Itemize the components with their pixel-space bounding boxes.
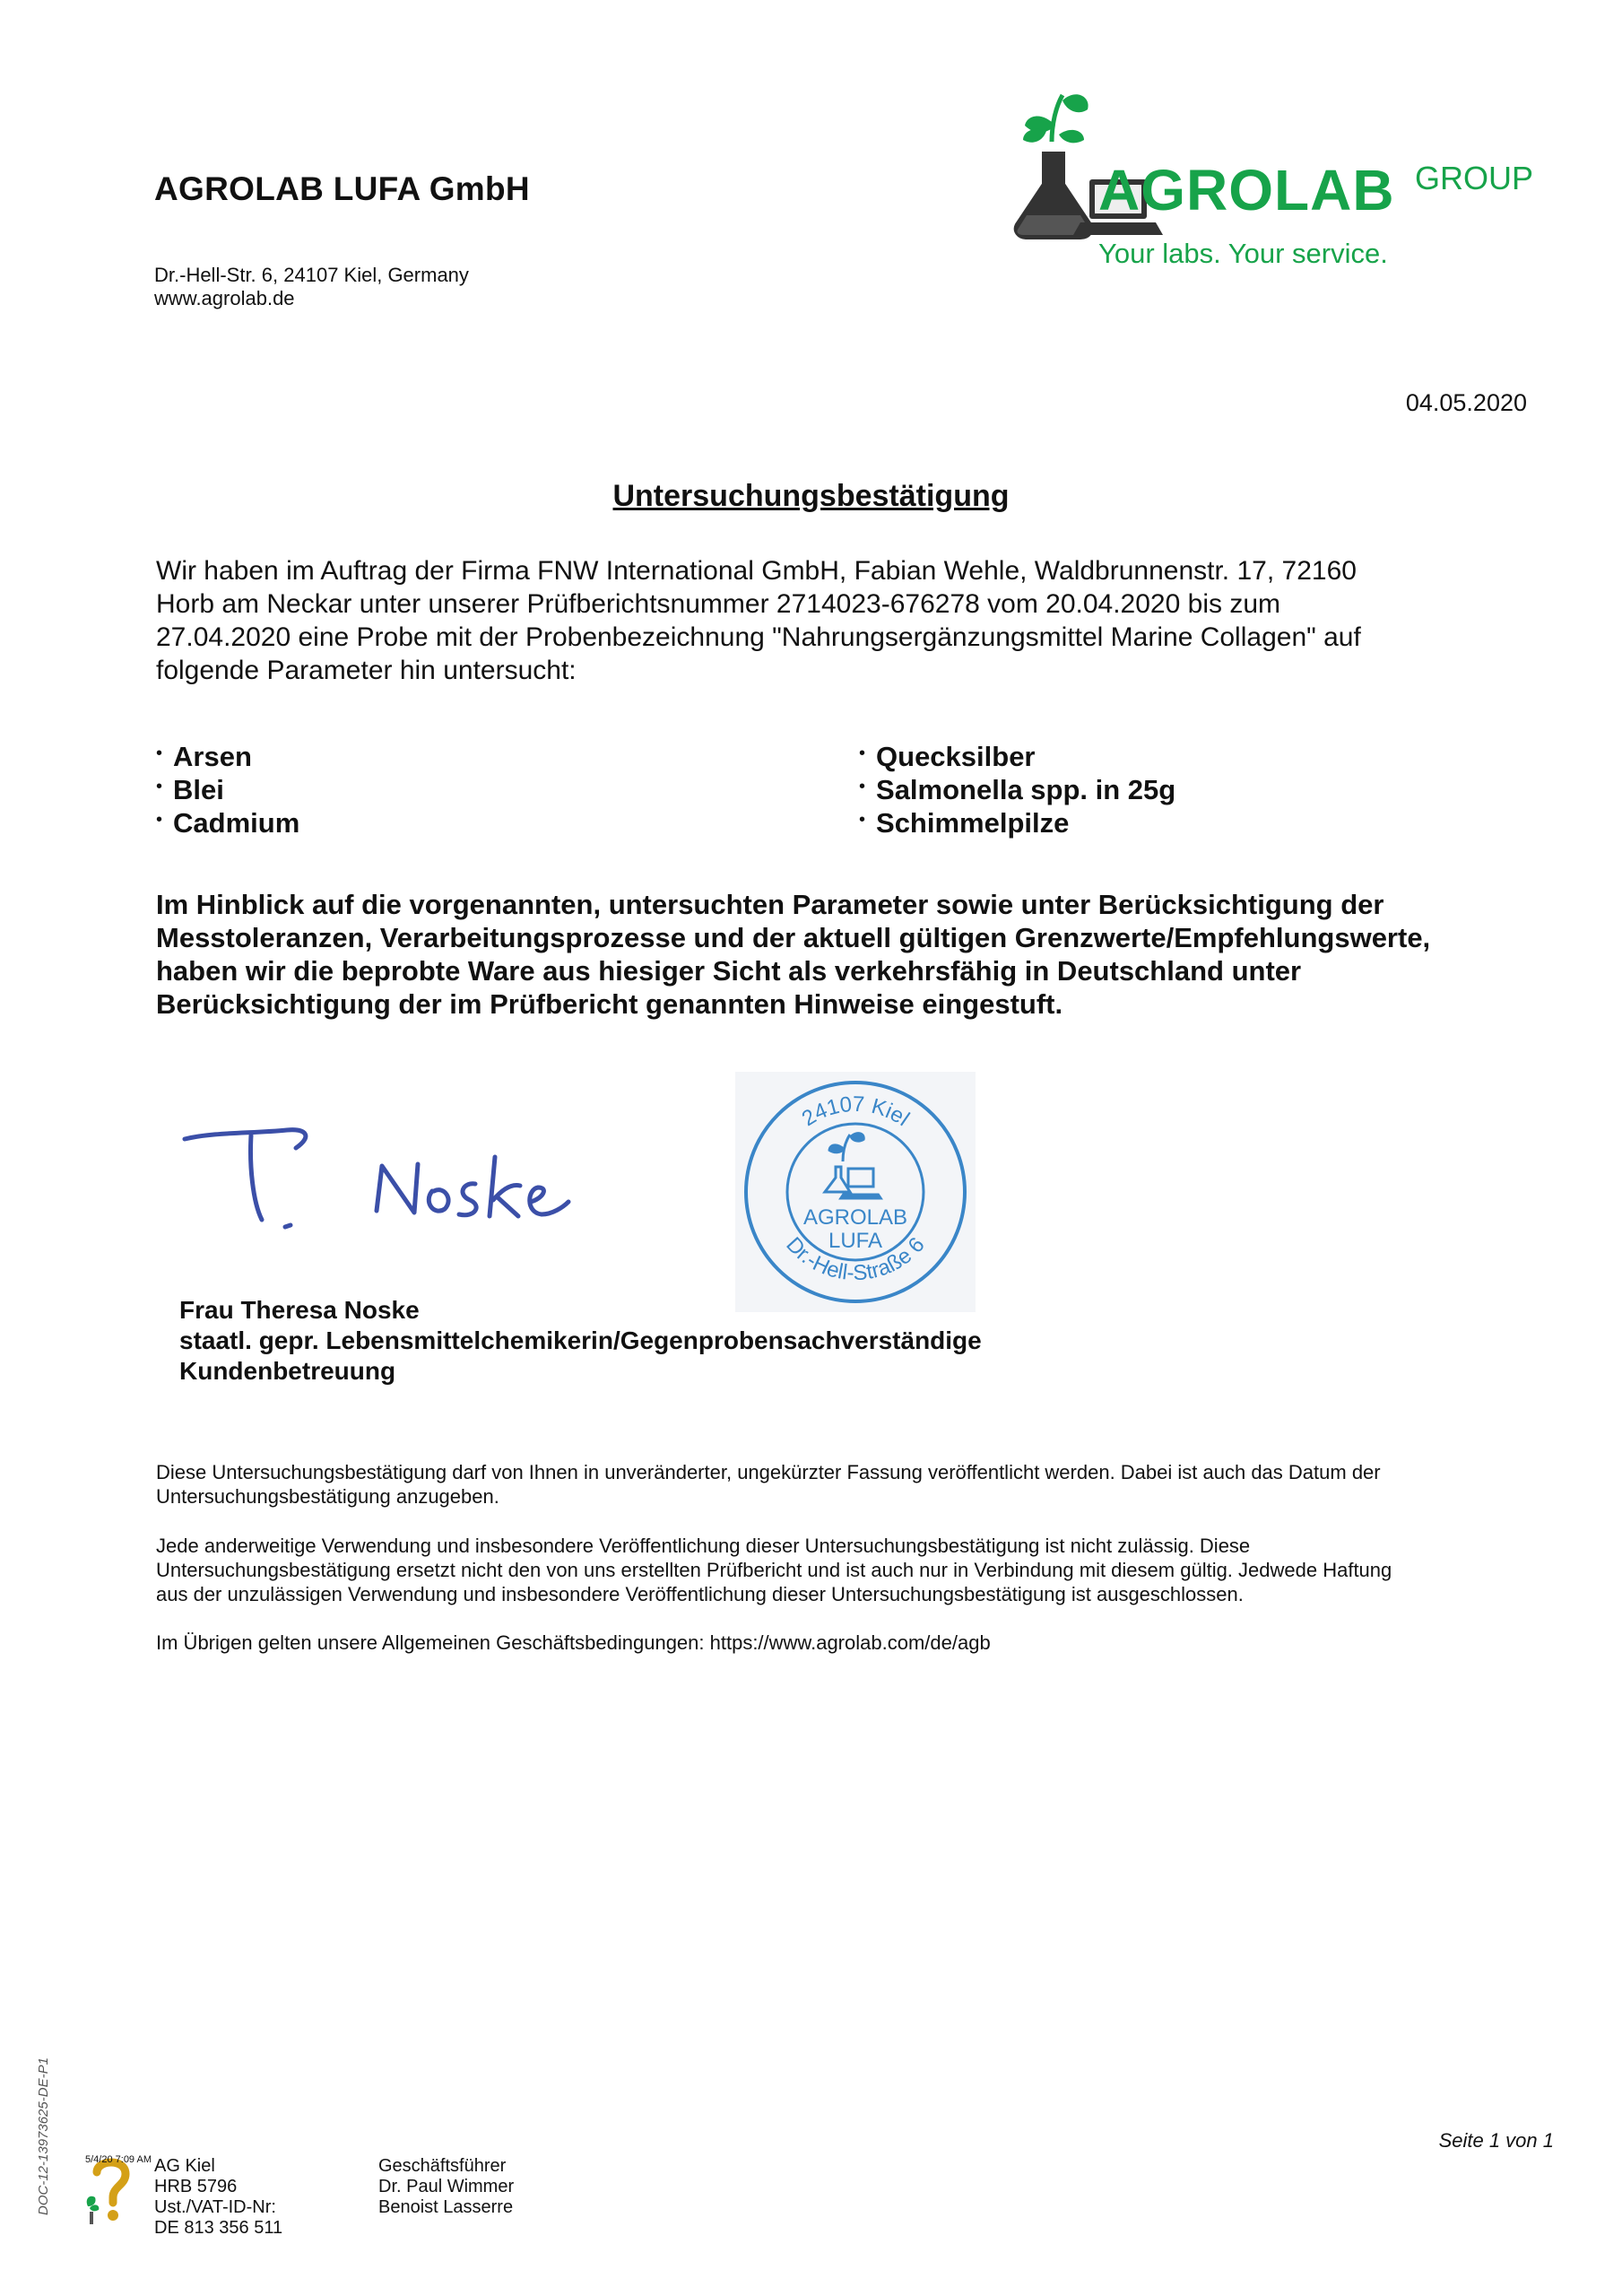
intro-line: Horb am Neckar unter unserer Prüfberichtsnummer 2714023-676278 vom 20.04.2020 bis zum	[156, 589, 1280, 619]
legal-line: Untersuchungsbestätigung anzugeben.	[156, 1485, 499, 1508]
legal-line: Untersuchungsbestätigung ersetzt nicht den von uns erstellten Prüfbericht und ist auch nur in Verbindung mit diesem gültig. Jedwede Haftung	[156, 1559, 1392, 1581]
stamp-seal	[735, 1072, 976, 1312]
parameter-name: Quecksilber	[876, 741, 1036, 772]
intro-paragraph	[156, 554, 1555, 687]
page-number: Seite 1 von 1	[1438, 2129, 1554, 2152]
footer-line: Dr. Paul Wimmer	[378, 2177, 515, 2196]
signer-block	[179, 1295, 982, 1387]
list-item	[156, 774, 224, 806]
conclusion-line: Berücksichtigung der im Prüfbericht genannten Hinweise eingestuft.	[156, 988, 1063, 1020]
print-timestamp: 5/4/20 7:09 AM	[85, 2154, 152, 2165]
bullet-icon: •	[859, 777, 866, 796]
conclusion-line: Messtoleranzen, Verarbeitungsprozesse und der aktuell gültigen Grenzwerte/Empfehlungswerte,	[156, 922, 1431, 953]
terms-line: Im Übrigen gelten unsere Allgemeinen Geschäftsbedingungen: https://www.agrolab.com/de/agb	[156, 1631, 991, 1654]
bullet-icon: •	[156, 810, 163, 830]
handwritten-signature	[179, 1112, 592, 1265]
legal-paragraph-1	[156, 1460, 1537, 1509]
company-address	[154, 264, 469, 310]
stamp-center-line2: LUFA	[828, 1229, 883, 1253]
list-item	[859, 807, 1069, 839]
logo-tagline: Your labs. Your service.	[1098, 238, 1388, 269]
intro-line: folgende Parameter hin untersucht:	[156, 656, 577, 685]
parameter-name: Blei	[173, 774, 224, 805]
footer-line: Geschäftsführer	[378, 2156, 507, 2176]
conclusion-line: Im Hinblick auf die vorgenannten, untersuchten Parameter sowie unter Berücksichtigung der	[156, 889, 1384, 920]
signer-title: staatl. gepr. Lebensmittelchemikerin/Gegenprobensachverständige	[179, 1326, 982, 1354]
list-item	[156, 741, 252, 773]
legal-line: Diese Untersuchungsbestätigung darf von Ihnen in unveränderter, ungekürzter Fassung veröffentlicht werden. Dabei ist auch das Datum der	[156, 1461, 1381, 1483]
legal-line: Jede anderweitige Verwendung und insbesondere Veröffentlichung dieser Untersuchungsbestätigung ist nicht zulässig. Diese	[156, 1535, 1251, 1557]
conclusion-paragraph	[156, 888, 1564, 1021]
legal-line: aus der unzulässigen Verwendung und insbesondere Veröffentlichung dieser Untersuchungsbestätigung ist ausgeschlossen.	[156, 1583, 1244, 1605]
stamp-graphic	[735, 1072, 976, 1312]
logo-group-text: GROUP	[1415, 160, 1534, 196]
bullet-icon: •	[156, 777, 163, 796]
parameter-name: Cadmium	[173, 807, 300, 839]
footer-line: Ust./VAT-ID-Nr:	[154, 2197, 276, 2217]
stamp-logo-icon	[825, 1133, 882, 1199]
conclusion-line: haben wir die beprobte Ware aus hiesiger Sicht als verkehrsfähig in Deutschland unter	[156, 955, 1302, 987]
stamp-bottom-text: Dr.-Hell-Straße 6	[781, 1232, 930, 1286]
footer-line: DE 813 356 511	[154, 2218, 283, 2238]
stamp-top-text: 24107 Kiel	[797, 1091, 915, 1132]
bullet-icon: •	[156, 744, 163, 763]
company-name: AGROLAB LUFA GmbH	[154, 170, 530, 207]
list-item	[859, 741, 1036, 773]
legal-paragraph-2	[156, 1534, 1537, 1606]
title-container	[0, 479, 1622, 514]
footer-line: AG Kiel	[154, 2156, 215, 2176]
list-item	[156, 807, 299, 839]
intro-line: Wir haben im Auftrag der Firma FNW International GmbH, Fabian Wehle, Waldbrunnenstr. 17, 72160	[156, 556, 1357, 586]
intro-line: 27.04.2020 eine Probe mit der Probenbezeichnung "Nahrungsergänzungsmittel Marine Collagen" auf	[156, 622, 1361, 652]
parameter-name: Schimmelpilze	[876, 807, 1070, 839]
address-line: Dr.-Hell-Str. 6, 24107 Kiel, Germany	[154, 264, 469, 286]
svg-text:24107 Kiel	[798, 1092, 914, 1131]
footer-management	[378, 2156, 514, 2218]
footer-registration	[154, 2156, 282, 2239]
footer-line: Benoist Lasserre	[378, 2197, 514, 2217]
footer-line: HRB 5796	[154, 2177, 238, 2196]
legal-paragraph-3	[156, 1631, 1537, 1655]
parameter-name: Salmonella spp. in 25g	[876, 774, 1176, 805]
document-title: Untersuchungsbestätigung	[612, 479, 1010, 513]
signer-department: Kundenbetreuung	[179, 1357, 396, 1385]
stamp-center-line1: AGROLAB	[802, 1205, 908, 1230]
list-item	[859, 774, 1175, 806]
logo-wordmark: AGROLAB	[1098, 158, 1395, 222]
document-date: 04.05.2020	[1405, 389, 1527, 416]
parameter-name: Arsen	[173, 741, 252, 772]
signer-name: Frau Theresa Noske	[179, 1296, 420, 1324]
website-line: www.agrolab.de	[154, 287, 295, 309]
document-reference: DOC-12-13973625-DE-P1	[36, 2057, 51, 2215]
bullet-icon: •	[859, 810, 866, 830]
bullet-icon: •	[859, 744, 866, 763]
